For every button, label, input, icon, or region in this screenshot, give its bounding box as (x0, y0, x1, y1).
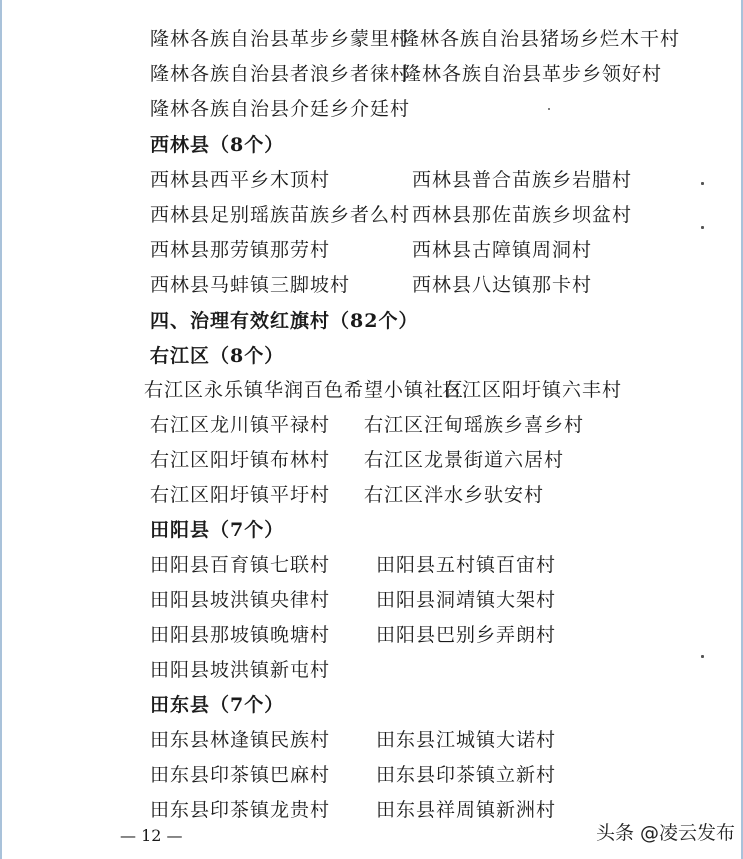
village-line: 右江区永乐镇华润百色希望小镇社区 (144, 379, 465, 401)
scan-speck (548, 108, 550, 110)
village-line: 右江区阳圩镇六丰村 (442, 379, 623, 401)
village-line: 隆林各族自治县者浪乡者徕村 (150, 63, 411, 85)
village-line: 田东县祥周镇新洲村 (376, 799, 557, 821)
watermark: 头条 @凌云发布 (596, 822, 736, 844)
page-number: — 12 — (120, 826, 183, 845)
village-line: 西林县西平乡木顶村 (150, 169, 331, 191)
village-line: 右江区龙川镇平禄村 (150, 414, 331, 436)
village-line: 隆林各族自治县革步乡领好村 (402, 63, 663, 85)
village-line: 西林县那劳镇那劳村 (150, 239, 331, 261)
village-line: 右江区阳圩镇平圩村 (150, 484, 331, 506)
village-line: 西林县八达镇那卡村 (412, 274, 593, 296)
village-line: 田东县印茶镇龙贵村 (150, 799, 331, 821)
village-line: 右江区阳圩镇布林村 (150, 449, 331, 471)
village-line: 西林县那佐苗族乡坝盆村 (412, 204, 633, 226)
village-line: 田东县印茶镇立新村 (376, 764, 557, 786)
village-line: 西林县足别瑶族苗族乡者么村 (150, 204, 411, 226)
village-line: 隆林各族自治县介廷乡介廷村 (150, 98, 411, 120)
village-line: 西林县古障镇周洞村 (412, 239, 593, 261)
scan-speck (701, 655, 704, 658)
village-line: 右江区龙景街道六居村 (364, 449, 565, 471)
county-heading-tiandong: 田东县（7个） (150, 694, 285, 716)
village-line: 田阳县巴别乡弄朗村 (376, 624, 557, 646)
village-line: 田东县林逢镇民族村 (150, 729, 331, 751)
village-line: 田阳县百育镇七联村 (150, 554, 331, 576)
village-line: 西林县普合苗族乡岩腊村 (412, 169, 633, 191)
village-line: 隆林各族自治县革步乡蒙里村 (150, 28, 411, 50)
village-line: 右江区泮水乡驮安村 (364, 484, 545, 506)
village-line: 西林县马蚌镇三脚坡村 (150, 274, 351, 296)
village-line: 田阳县洞靖镇大架村 (376, 589, 557, 611)
village-line: 右江区汪甸瑶族乡喜乡村 (364, 414, 585, 436)
village-line: 田阳县那坡镇晚塘村 (150, 624, 331, 646)
village-line: 田阳县五村镇百宙村 (376, 554, 557, 576)
village-line: 隆林各族自治县猪场乡烂木干村 (400, 28, 681, 50)
village-line: 田东县江城镇大诺村 (376, 729, 557, 751)
county-heading-tianyang: 田阳县（7个） (150, 519, 285, 541)
section-heading: 四、治理有效红旗村（82个） (150, 310, 419, 332)
county-heading-youjiang: 右江区（8个） (150, 345, 285, 367)
county-heading-xilin: 西林县（8个） (150, 134, 285, 156)
scan-speck (701, 226, 704, 229)
scan-speck (701, 182, 704, 185)
village-line: 田阳县坡洪镇新屯村 (150, 659, 331, 681)
village-line: 田阳县坡洪镇央律村 (150, 589, 331, 611)
village-line: 田东县印茶镇巴麻村 (150, 764, 331, 786)
